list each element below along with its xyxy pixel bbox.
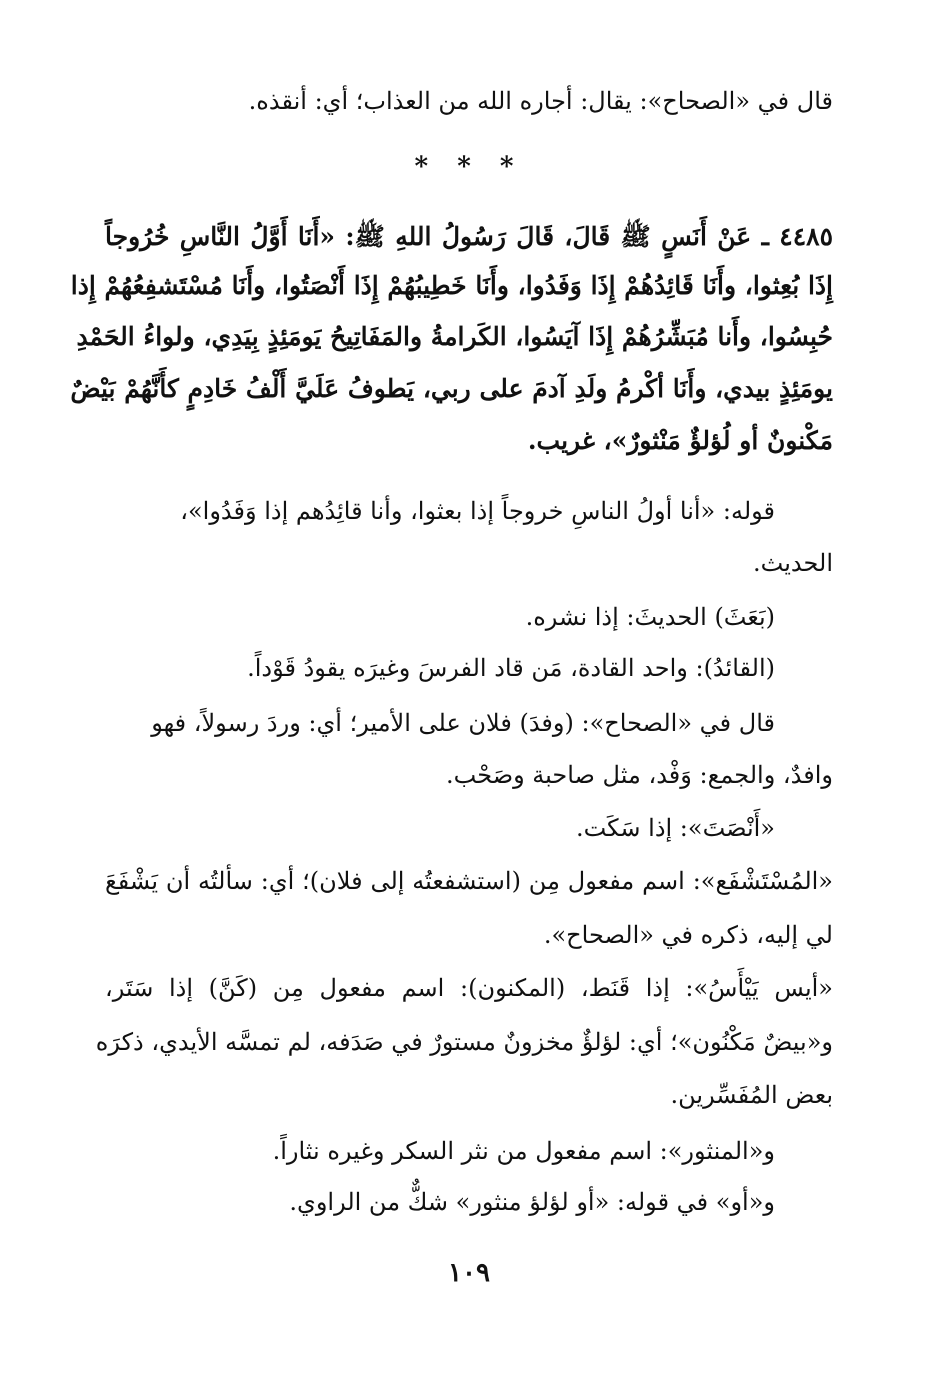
commentary-line-8: «المُسْتَشْفَع»: اسم مفعول مِن (استشفعتُه إلى فلان)؛ أي: سألتُه أن يَشْفَعَ [105,867,833,895]
commentary-line-11: و«بيضٌ مَكْنُون»؛ أي: لؤلؤٌ مخزونٌ مستورٌ في صَدَفه، لم تمسَّه الأيدي، ذكرَه [95,1028,833,1056]
commentary-line-1: قوله: «أنا أولُ الناسِ خروجاً إذا بعثوا، وأنا قائِدُهم إذا وَفَدُوا»، [180,497,775,525]
page-number: ١٠٩ [448,1258,490,1288]
commentary-line-6: وافدٌ، والجمع: وَفْد، مثل صاحبة وصَحْب. [446,761,833,789]
commentary-line-7: «أَنْصَتَ»: إذا سَكَت. [575,814,775,842]
commentary-line-3: (بَعَثَ) الحديثَ: إذا نشره. [525,603,775,631]
commentary-line-12: بعض المُفَسِّرين. [670,1081,833,1109]
text-line-intro: قال في «الصحاح»: يقال: أجاره الله من العذاب؛ أي: أنقذه. [248,87,833,115]
hadith-line-1: ٤٤٨٥ ـ عَنْ أَنَسٍ ﷺ قَالَ، قَالَ رَسُولُ اللهِ ﷺ: «أَنَا أَوَّلُ النَّاسِ خُرُوجاً [105,222,833,251]
hadith-line-4: يومَئِذٍ بيدي، وأَنَا أكْرمُ ولَدِ آدمَ على ربي، يَطوفُ عَلَيَّ أَلْفُ خَادِمٍ كأَنَّهُمْ بَيْضٌ [70,374,833,403]
hadith-line-3: حُبِسُوا، وأَنا مُبَشِّرُهُمْ إِذَا آيَسُوا، الكَرامةُ والمَفَاتِيحُ يَومَئِذٍ بِيَدِي، ولواءُ الحَمْدِ [76,322,833,351]
commentary-line-14: و«أو» في قوله: «أو لؤلؤ منثور» شكٌّ من الراوي. [289,1188,775,1216]
commentary-line-4: (القائدُ): واحد القادة، مَن قاد الفرسَ وغيرَه يقودُ قَوْداً. [247,654,775,682]
commentary-line-2: الحديث. [753,549,833,577]
section-separator: * * * [414,152,524,182]
hadith-line-2: إِذَا بُعِثوا، وأَنَا قَائِدُهُمْ إِذَا وَفَدُوا، وأَنَا خَطِيبُهُمْ إِذَا أَنْصَتُوا، وأَنَا مُسْتَشفِعُهُمْ إِذا [70,271,833,300]
commentary-line-9: لي إليه، ذكره في «الصحاح». [543,921,833,949]
commentary-line-13: و«المنثور»: اسم مفعول من نثر السكر وغيره نثاراً. [272,1137,775,1165]
commentary-line-5: قال في «الصحاح»: (وفدَ) فلان على الأمير؛ أي: وردَ رسولاً، فهو [151,709,775,737]
hadith-line-5: مَكْنونٌ أو لُؤلؤٌ مَنْثورٌ»، غريب. [527,426,833,455]
commentary-line-10: «أيس يَيْأَسُ»: إذا قَنَط، (المكنون): اسم مفعول مِن (كَنَّ) إذا سَتَر، [105,974,833,1002]
